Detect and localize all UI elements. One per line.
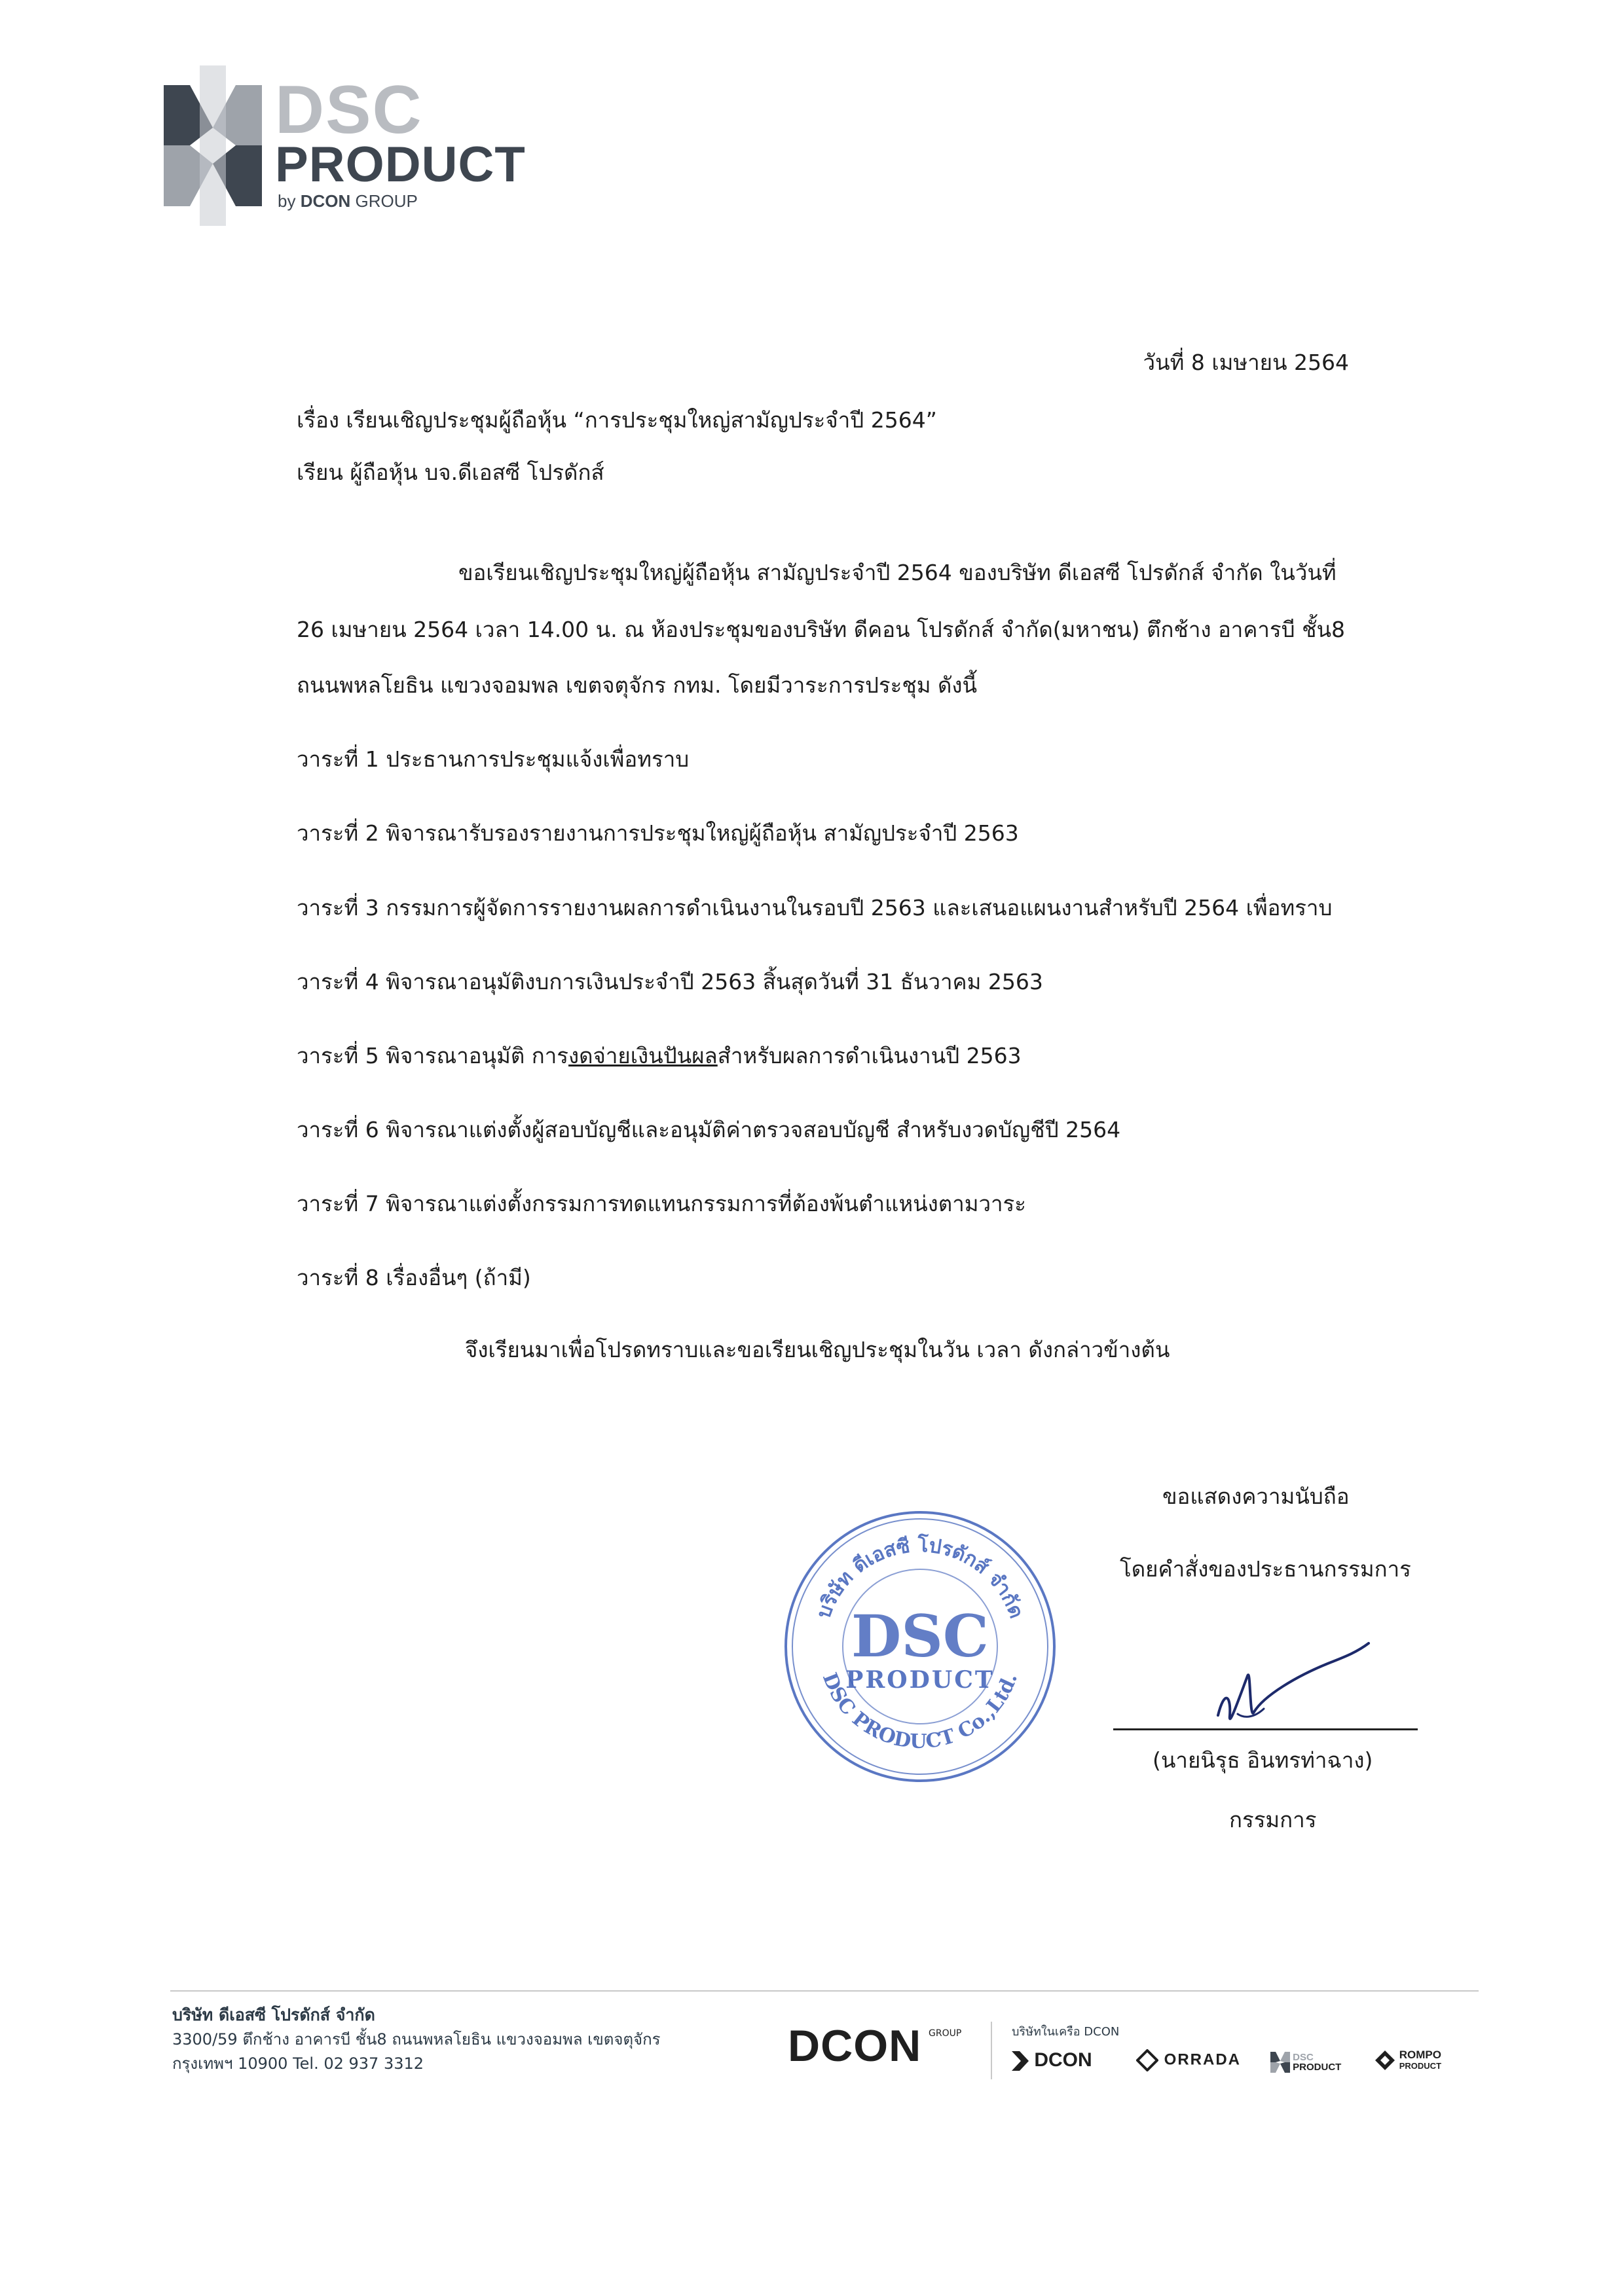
brand-dcon-label: DCON: [1034, 2049, 1092, 2071]
logo-dsc-text: DSC: [275, 72, 423, 148]
agenda-item-1: วาระที่ 1 ประธานการประชุมแจ้งเพื่อทราบ: [297, 746, 690, 772]
agenda-5-post: สำหรับผลการดำเนินงานปี 2563: [717, 1043, 1022, 1068]
stamp-top-text: บริษัท ดีเอสซี โปรดักส์ จำกัด: [812, 1533, 1028, 1622]
logo-group-rest: GROUP: [350, 191, 418, 211]
intro-paragraph-line-2: 26 เมษายน 2564 เวลา 14.00 น. ณ ห้องประชุมของบริษัท ดีคอน โปรดักส์ จำกัด(มหาชน) ตึกช้าง อาคารบี ชั้น8: [297, 617, 1346, 642]
logo-product-text: PRODUCT: [275, 137, 526, 192]
brand-rompo-product: [1374, 2049, 1441, 2071]
dsc-logo-mark-icon: [164, 65, 262, 226]
agenda-5-pre: วาระที่ 5 พิจารณาอนุมัติ การ: [297, 1043, 569, 1068]
brand-rompo-bottom: PRODUCT: [1399, 2060, 1442, 2071]
signer-name: (นายนิรุธ อินทรท่าฉาง): [1153, 1747, 1373, 1773]
by-order-text: โดยคำสั่งของประธานกรรมการ: [1120, 1556, 1411, 1582]
agenda-item-3: วาระที่ 3 กรรมการผู้จัดการรายงานผลการดำเนินงานในรอบปี 2563 และเสนอแผนงานสำหรับปี 2564 เพื่อทราบ: [297, 895, 1333, 920]
handwritten-signature: [1198, 1637, 1382, 1741]
intro-paragraph-line-1: ขอเรียนเชิญประชุมใหญ่ผู้ถือหุ้น สามัญประจำปี 2564 ของบริษัท ดีเอสซี โปรดักส์ จำกัด ในวันที่: [458, 560, 1337, 585]
footer-divider: [170, 1990, 1479, 1992]
dcon-mark-icon: [1012, 2051, 1029, 2071]
agenda-item-7: วาระที่ 7 พิจารณาแต่งตั้งกรรมการทดแทนกรรมการที่ต้องพ้นตำแหน่งตามวาระ: [297, 1191, 1026, 1216]
footer-address-line-1: 3300/59 ตึกช้าง อาคารบี ชั้น8 ถนนพหลโยธิน แขวงจอมพล เขตจตุจักร: [172, 2030, 661, 2049]
letter-date: วันที่ 8 เมษายน 2564: [1143, 350, 1349, 375]
logo-by-word: by: [278, 191, 296, 211]
agenda-item-6: วาระที่ 6 พิจารณาแต่งตั้งผู้สอบบัญชีและอนุมัติค่าตรวจสอบบัญชี สำหรับงวดบัญชีปี 2564: [297, 1117, 1121, 1142]
dsc-mini-mark-icon: [1270, 2049, 1290, 2075]
brand-dsc-top: DSC: [1293, 2052, 1314, 2063]
footer-company-name: บริษัท ดีเอสซี โปรดักส์ จำกัด: [172, 2005, 375, 2024]
brand-dsc-product: [1270, 2049, 1341, 2075]
footer-dcon-group-label: GROUP: [929, 2028, 962, 2039]
agenda-5-underlined: งดจ่ายเงินปันผล: [568, 1043, 718, 1068]
brand-orrada-label: ORRADA: [1164, 2050, 1241, 2069]
brand-rompo-top: ROMPO: [1399, 2048, 1441, 2061]
footer-dcon-logo: DCON: [788, 2021, 922, 2071]
agenda-item-5: [297, 1042, 1022, 1070]
regards-text: ขอแสดงความนับถือ: [1162, 1484, 1350, 1509]
agenda-item-4: วาระที่ 4 พิจารณาอนุมัติงบการเงินประจำปี 2563 สิ้นสุดวันที่ 31 ธันวาคม 2563: [297, 969, 1043, 994]
stamp-bottom-text: DSC PRODUCT Co.,Ltd.: [817, 1669, 1022, 1754]
logo-by-dcon-group: [278, 191, 418, 211]
footer-vertical-divider: [991, 2022, 992, 2079]
logo-group-bold: DCON: [300, 191, 351, 211]
signature-line: [1113, 1728, 1418, 1730]
agenda-item-8: วาระที่ 8 เรื่องอื่นๆ (ถ้ามี): [297, 1265, 531, 1290]
company-stamp: [779, 1506, 1061, 1787]
rompo-mark-icon: [1374, 2049, 1396, 2071]
footer-address-line-2: กรุงเทพฯ 10900 Tel. 02 937 3312: [172, 2054, 424, 2073]
orrada-mark-icon: [1136, 2049, 1158, 2071]
brand-orrada: [1136, 2049, 1241, 2071]
letter-subject: เรื่อง เรียนเชิญประชุมผู้ถือหุ้น “การประชุมใหญ่สามัญประจำปี 2564”: [297, 407, 937, 433]
agenda-item-2: วาระที่ 2 พิจารณารับรองรายงานการประชุมใหญ่ผู้ถือหุ้น สามัญประจำปี 2563: [297, 820, 1019, 846]
brand-dcon: [1012, 2049, 1092, 2071]
stamp-center-dsc: DSC: [851, 1602, 989, 1670]
signer-title: กรรมการ: [1229, 1807, 1317, 1832]
stamp-center-product: PRODUCT: [845, 1666, 995, 1694]
footer-network-label: บริษัทในเครือ DCON: [1012, 2025, 1120, 2039]
intro-paragraph-line-3: ถนนพหลโยธิน แขวงจอมพล เขตจตุจักร กทม. โดยมีวาระการประชุม ดังนี้: [297, 672, 978, 698]
brand-dsc-bottom: PRODUCT: [1293, 2062, 1342, 2073]
closing-sentence: จึงเรียนมาเพื่อโปรดทราบและขอเรียนเชิญประชุมในวัน เวลา ดังกล่าวข้างต้น: [465, 1337, 1170, 1362]
letter-recipient: เรียน ผู้ถือหุ้น บจ.ดีเอสซี โปรดักส์: [297, 460, 604, 485]
